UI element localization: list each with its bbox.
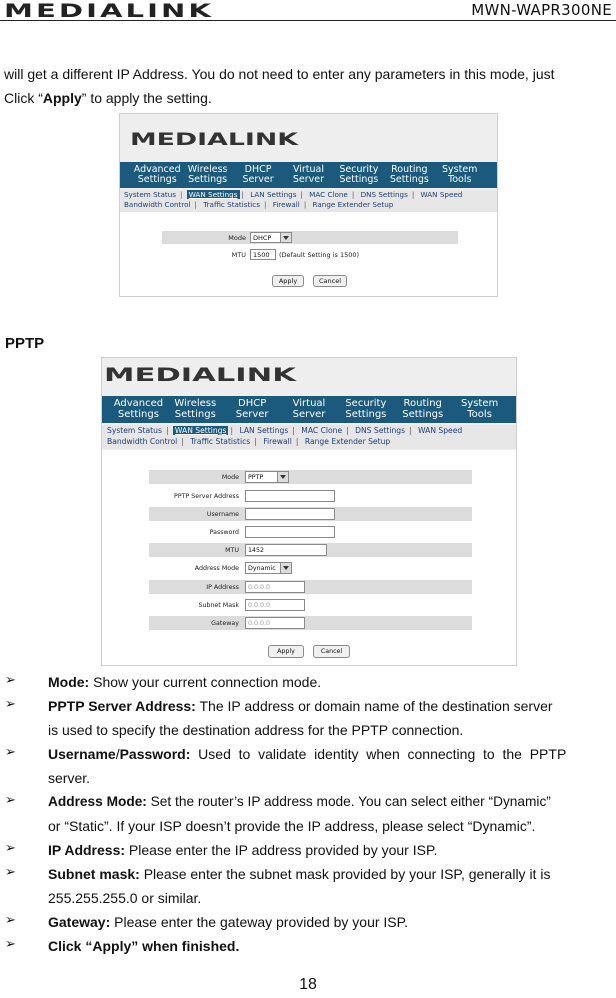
apply-button[interactable]: Apply bbox=[268, 645, 304, 658]
dropdown-arrow-icon bbox=[280, 233, 291, 242]
mode-label: Mode bbox=[221, 473, 239, 481]
router-main-nav bbox=[120, 162, 497, 188]
username-input[interactable] bbox=[245, 508, 335, 520]
nav-routing-settings[interactable]: Routing Settings bbox=[389, 164, 429, 185]
bullet-ip-address: IP Address: Please enter the IP address provided by your ISP. bbox=[48, 842, 438, 858]
mode-select[interactable]: DHCP bbox=[250, 232, 292, 243]
password-label: Password bbox=[209, 528, 239, 536]
subnet-mask-input[interactable]: 0.0.0.0 bbox=[245, 599, 305, 611]
cancel-button[interactable]: Cancel bbox=[313, 645, 350, 658]
subnav-lan-settings[interactable]: LAN Settings bbox=[239, 426, 289, 435]
ip-address-input[interactable]: 0.0.0.0 bbox=[245, 581, 305, 593]
bullet-gateway: Gateway: Please enter the gateway provided by your ISP. bbox=[48, 914, 409, 930]
subnav-mac-clone[interactable]: MAC Clone bbox=[301, 426, 343, 435]
apply-button[interactable]: Apply bbox=[272, 275, 304, 287]
intro-paragraph bbox=[4, 62, 616, 110]
pptp-server-label: PPTP Server Address bbox=[174, 492, 239, 500]
medialink-logo bbox=[4, 0, 216, 20]
intro-line-1: will get a different IP Address. You do not need to enter any parameters in this mode, just bbox=[4, 66, 555, 82]
subnav-mac-clone[interactable]: MAC Clone bbox=[309, 190, 348, 199]
bullet-click-apply: Click “Apply” when finished. bbox=[48, 938, 240, 954]
bullet-arrow-icon: ➢ bbox=[5, 744, 16, 759]
ip-address-row bbox=[149, 580, 472, 594]
mode-row bbox=[162, 231, 458, 244]
username-label: Username bbox=[206, 510, 239, 518]
subnav-wan-speed[interactable]: WAN Speed bbox=[418, 426, 463, 435]
dropdown-arrow-icon bbox=[277, 472, 288, 482]
subnet-mask-label: Subnet Mask bbox=[198, 601, 239, 609]
subnav-lan-settings[interactable]: LAN Settings bbox=[250, 190, 297, 199]
dhcp-form-area bbox=[120, 212, 497, 296]
gateway-row bbox=[149, 616, 472, 630]
nav-virtual-server[interactable]: Virtual Server bbox=[292, 398, 326, 420]
subnav-firewall[interactable]: Firewall bbox=[263, 437, 292, 446]
subnav-traffic-statistics[interactable]: Traffic Statistics bbox=[203, 200, 260, 209]
nav-dhcp-server[interactable]: DHCP Server bbox=[242, 164, 274, 185]
nav-wireless-settings[interactable]: Wireless Settings bbox=[187, 164, 228, 185]
nav-wireless-settings[interactable]: Wireless Settings bbox=[174, 398, 217, 420]
page-number: 18 bbox=[299, 976, 317, 993]
mtu-default-note: (Default Setting is 1500) bbox=[279, 250, 360, 259]
bullet-arrow-icon: ➢ bbox=[5, 912, 16, 927]
nav-security-settings[interactable]: Security Settings bbox=[345, 398, 387, 420]
subnav-system-status[interactable]: System Status bbox=[107, 426, 162, 435]
pptp-section-title: PPTP bbox=[5, 335, 45, 352]
address-mode-label: Address Mode bbox=[194, 564, 239, 572]
intro-line-2: Click “Apply” to apply the setting. bbox=[4, 90, 212, 106]
subnav-wan-settings[interactable]: WAN Settings bbox=[188, 190, 238, 199]
apply-term: Apply bbox=[42, 90, 82, 106]
pptp-settings-screenshot bbox=[101, 357, 517, 666]
subnav-bandwidth-control[interactable]: Bandwidth Control bbox=[124, 200, 191, 209]
address-mode-row bbox=[149, 561, 472, 575]
nav-security-settings[interactable]: Security Settings bbox=[339, 164, 379, 185]
subnav-traffic-statistics[interactable]: Traffic Statistics bbox=[190, 437, 251, 446]
dropdown-arrow-icon bbox=[280, 563, 291, 573]
router-sub-nav: System Status | WAN Settings | LAN Settings | MAC Clone | DNS Settings | WAN Speed Bandwidth Control | Traffic Statistics | Firewall | Range Extender Setup bbox=[102, 425, 516, 449]
subnav-range-extender[interactable]: Range Extender Setup bbox=[304, 437, 391, 446]
bullet-arrow-icon: ➢ bbox=[5, 696, 16, 711]
nav-dhcp-server[interactable]: DHCP Server bbox=[235, 398, 269, 420]
dhcp-settings-screenshot bbox=[119, 113, 498, 297]
bullet-mode: Mode: Show your current connection mode. bbox=[48, 674, 322, 690]
password-row bbox=[149, 525, 472, 539]
bullet-arrow-icon: ➢ bbox=[5, 936, 16, 951]
subnav-bandwidth-control[interactable]: Bandwidth Control bbox=[107, 437, 178, 446]
bullet-username-password: Username/Password: Used to validate identity when connecting to the PPTP server. bbox=[48, 746, 567, 786]
mtu-input[interactable]: 1452 bbox=[245, 544, 327, 556]
svg-text:MEDIALINK: MEDIALINK bbox=[130, 130, 300, 148]
bullet-pptp-server: PPTP Server Address: The IP address or domain name of the destination server is used to specify the destination address for the PPTP connection. bbox=[48, 698, 553, 738]
nav-routing-settings[interactable]: Routing Settings bbox=[402, 398, 444, 420]
mtu-label: MTU bbox=[225, 546, 239, 554]
bullet-arrow-icon: ➢ bbox=[5, 840, 16, 855]
nav-system-tools[interactable]: System Tools bbox=[442, 164, 478, 185]
nav-advanced-settings[interactable]: Advanced Settings bbox=[113, 398, 164, 420]
subnav-system-status[interactable]: System Status bbox=[124, 190, 176, 199]
mtu-input[interactable]: 1500 bbox=[250, 249, 276, 260]
bullet-arrow-icon: ➢ bbox=[5, 672, 16, 687]
pptp-form-area bbox=[102, 450, 516, 665]
cancel-button[interactable]: Cancel bbox=[313, 275, 347, 287]
mtu-label: MTU bbox=[231, 250, 246, 259]
mtu-row bbox=[149, 543, 472, 557]
mode-row bbox=[149, 470, 472, 484]
nav-system-tools[interactable]: System Tools bbox=[460, 398, 499, 420]
router-ui-logo bbox=[104, 364, 298, 384]
model-number: MWN-WAPR300NE bbox=[471, 1, 612, 19]
subnav-range-extender[interactable]: Range Extender Setup bbox=[312, 200, 394, 209]
mtu-row bbox=[162, 248, 458, 261]
header-rule bbox=[0, 20, 616, 21]
mode-select[interactable]: PPTP bbox=[245, 471, 289, 483]
bullet-arrow-icon: ➢ bbox=[5, 792, 16, 807]
router-sub-nav: System Status | WAN Settings | LAN Settings | MAC Clone | DNS Settings | WAN Speed Bandwidth Control | Traffic Statistics | Firewall | Range Extender Setup bbox=[120, 190, 497, 212]
address-mode-select[interactable]: Dynamic bbox=[245, 562, 292, 574]
pptp-server-row bbox=[149, 489, 472, 503]
bullet-subnet-mask: Subnet mask: Please enter the subnet mask provided by your ISP, generally it is 255.255.255.0 or similar. bbox=[48, 866, 551, 906]
subnav-dns-settings[interactable]: DNS Settings bbox=[360, 190, 408, 199]
router-main-nav bbox=[102, 396, 516, 423]
nav-virtual-server[interactable]: Virtual Server bbox=[292, 164, 325, 185]
subnav-dns-settings[interactable]: DNS Settings bbox=[355, 426, 406, 435]
subnet-mask-row bbox=[149, 598, 472, 612]
gateway-label: Gateway bbox=[211, 619, 239, 627]
subnav-firewall[interactable]: Firewall bbox=[272, 200, 300, 209]
subnav-wan-speed[interactable]: WAN Speed bbox=[420, 190, 463, 199]
gateway-input[interactable]: 0.0.0.0 bbox=[245, 617, 305, 629]
ip-address-label: IP Address bbox=[206, 583, 239, 591]
bullet-address-mode: Address Mode: Set the router’s IP address mode. You can select either “Dynamic” or “Static”. If your ISP doesn’t provide the IP address, please select “Dynamic”. bbox=[48, 794, 551, 834]
svg-text:MEDIALINK: MEDIALINK bbox=[4, 0, 214, 20]
bullet-arrow-icon: ➢ bbox=[5, 864, 16, 879]
pptp-server-input[interactable] bbox=[245, 490, 335, 502]
username-row bbox=[149, 507, 472, 521]
nav-advanced-settings[interactable]: Advanced Settings bbox=[133, 164, 181, 185]
subnav-wan-settings[interactable]: WAN Settings bbox=[174, 426, 227, 435]
svg-text:MEDIALINK: MEDIALINK bbox=[104, 364, 298, 384]
mode-label: Mode bbox=[228, 233, 246, 242]
password-input[interactable] bbox=[245, 526, 335, 538]
router-ui-logo bbox=[130, 130, 300, 148]
